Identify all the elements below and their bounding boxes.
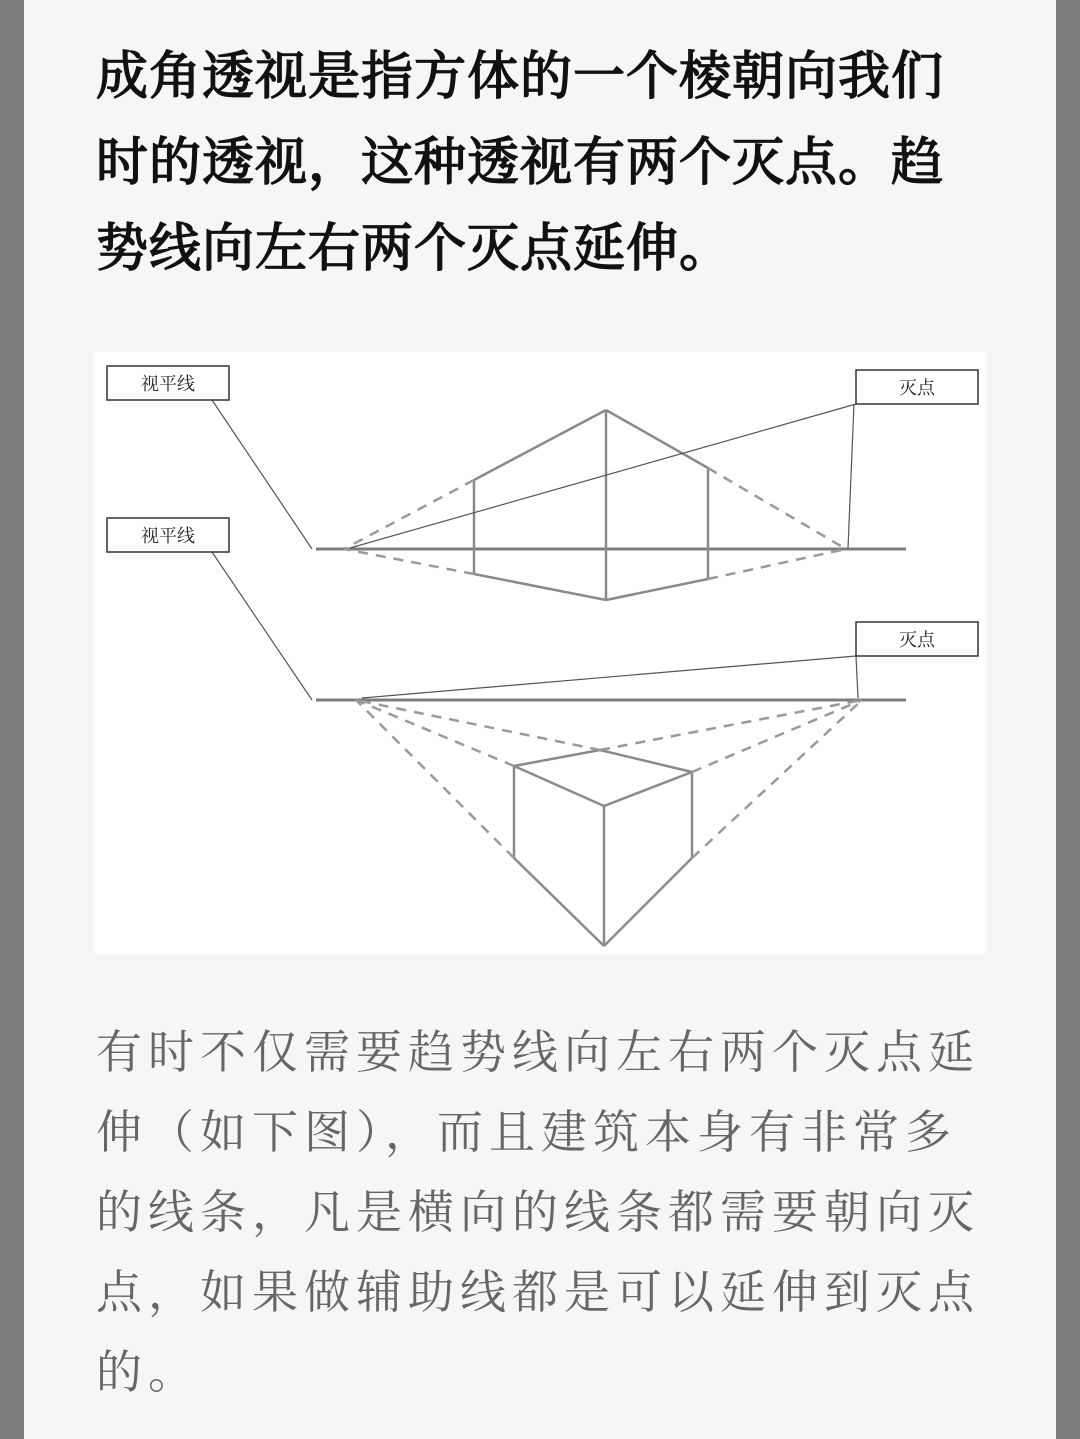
bottom-diagram: [212, 552, 906, 946]
top-horizon-label: 视平线: [141, 374, 195, 395]
bottom-top-face-front-left: [514, 766, 604, 806]
intro-paragraph: 成角透视是指方体的一个棱朝向我们时的透视，这种透视有两个灭点。趋势线向左右两个灭点延伸。: [96, 47, 945, 279]
top-lower-left-edge: [474, 574, 606, 600]
top-lower-right-edge: [606, 579, 708, 600]
top-upper-right-edge: [606, 410, 708, 468]
top-vp-callout-line: [350, 404, 856, 548]
top-diagram: [212, 400, 906, 600]
bottom-lower-right-edge: [604, 858, 692, 946]
top-upper-left-edge: [474, 410, 606, 480]
bottom-vanishing-point-label-box: [856, 622, 978, 656]
bottom-trend-lines: [356, 700, 862, 858]
bottom-top-face-front-right: [604, 772, 692, 806]
top-vanishing-point-label-box: [856, 370, 978, 404]
bottom-vanishing-point-label: 灭点: [899, 630, 935, 651]
top-horizon-label-box: [107, 366, 229, 400]
top-vanishing-point-label: 灭点: [899, 378, 935, 399]
bottom-horizon-callout-line: [212, 552, 312, 700]
perspective-diagram: [94, 352, 986, 954]
bottom-vp-callout-line: [362, 656, 856, 698]
bottom-top-face-back-right: [600, 750, 692, 772]
top-trend-lines: [344, 468, 846, 579]
top-vp-callout-line-2: [848, 404, 854, 548]
bottom-horizon-label-box: [107, 518, 229, 552]
two-point-perspective-figure: [94, 352, 986, 954]
bottom-horizon-label: 视平线: [141, 526, 195, 547]
bottom-lower-left-edge: [514, 858, 604, 946]
bottom-top-face-back-left: [514, 750, 600, 766]
article-page: [24, 0, 1056, 1439]
outro-paragraph: 有时不仅需要趋势线向左右两个灭点延伸（如下图），而且建筑本身有非常多的线条，凡是横向的线条都需要朝向灭点，如果做辅助线都是可以延伸到灭点的。: [96, 1025, 980, 1399]
bottom-vp-callout-line-2: [856, 656, 858, 698]
